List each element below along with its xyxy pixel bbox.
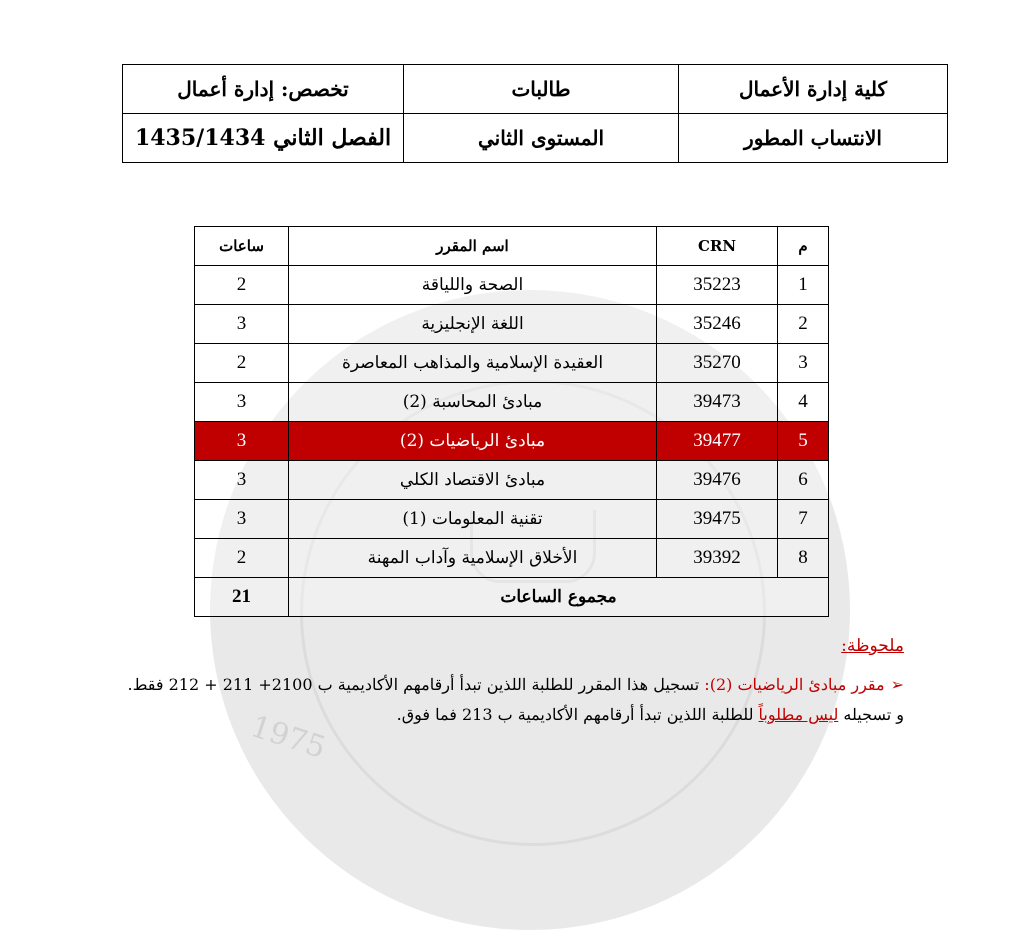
row-hours: 3 [195,383,289,422]
note-item [114,670,904,700]
row-index: 8 [778,539,829,578]
col-index-header: م [778,227,829,266]
row-course-name: تقنية المعلومات (1) [289,500,657,539]
row-hours: 3 [195,422,289,461]
row-hours: 2 [195,344,289,383]
header-row-1 [123,65,948,114]
program-cell: الانتساب المطور [679,114,948,163]
col-course-name-header: اسم المقرر [289,227,657,266]
row-index: 3 [778,344,829,383]
total-label: مجموع الساعات [289,578,829,617]
program-header-table [122,64,948,163]
courses-table [194,226,829,617]
note-line-1: تسجيل هذا المقرر للطلبة اللذين تبدأ أرقامهم الأكاديمية ب 2100+ 211 + 212 فقط. [127,675,700,694]
row-index: 5 [778,422,829,461]
row-hours: 2 [195,539,289,578]
level-cell: المستوى الثاني [404,114,679,163]
row-course-name: مبادئ الاقتصاد الكلي [289,461,657,500]
row-course-name: مبادئ الرياضيات (2) [289,422,657,461]
table-row [195,344,829,383]
row-course-name: العقيدة الإسلامية والمذاهب المعاصرة [289,344,657,383]
note-line-2 [114,700,904,730]
major-cell: تخصص: إدارة أعمال [123,65,404,114]
seal-year: 1975 [246,709,330,766]
courses-header-row [195,227,829,266]
semester-cell: الفصل الثاني 1435/1434 [123,114,404,163]
col-crn-header: CRN [657,227,778,266]
row-crn: 39477 [657,422,778,461]
table-row [195,383,829,422]
table-row [195,266,829,305]
row-course-name: مبادئ المحاسبة (2) [289,383,657,422]
row-crn: 35246 [657,305,778,344]
row-crn: 35223 [657,266,778,305]
row-hours: 2 [195,266,289,305]
row-crn: 39475 [657,500,778,539]
row-course-name: الصحة واللياقة [289,266,657,305]
row-hours: 3 [195,305,289,344]
college-cell: كلية إدارة الأعمال [679,65,948,114]
table-row [195,305,829,344]
note-line-2-suffix: للطلبة اللذين تبدأ أرقامهم الأكاديمية ب 213 فما فوق. [396,705,754,724]
table-row [195,500,829,539]
row-course-name: الأخلاق الإسلامية وآداب المهنة [289,539,657,578]
row-index: 2 [778,305,829,344]
row-course-name: اللغة الإنجليزية [289,305,657,344]
row-index: 6 [778,461,829,500]
row-index: 4 [778,383,829,422]
notes-title: ملحوظة: [841,636,904,656]
row-crn: 39392 [657,539,778,578]
table-row-highlighted [195,422,829,461]
row-crn: 35270 [657,344,778,383]
row-crn: 39476 [657,461,778,500]
total-hours: 21 [195,578,289,617]
table-row [195,539,829,578]
gender-cell: طالبات [404,65,679,114]
row-hours: 3 [195,461,289,500]
row-index: 7 [778,500,829,539]
row-index: 1 [778,266,829,305]
arrow-bullet-icon: ➢ [890,675,904,694]
table-row [195,461,829,500]
row-crn: 39473 [657,383,778,422]
notes-section [114,636,904,730]
note-line-2-emphasis: ليس مطلوباً [758,705,839,724]
col-hours-header: ساعات [195,227,289,266]
note-course-label: مقرر مبادئ الرياضيات (2): [704,675,885,694]
total-row [195,578,829,617]
row-hours: 3 [195,500,289,539]
header-row-2 [123,114,948,163]
note-line-2-prefix: و تسجيله [843,705,904,724]
